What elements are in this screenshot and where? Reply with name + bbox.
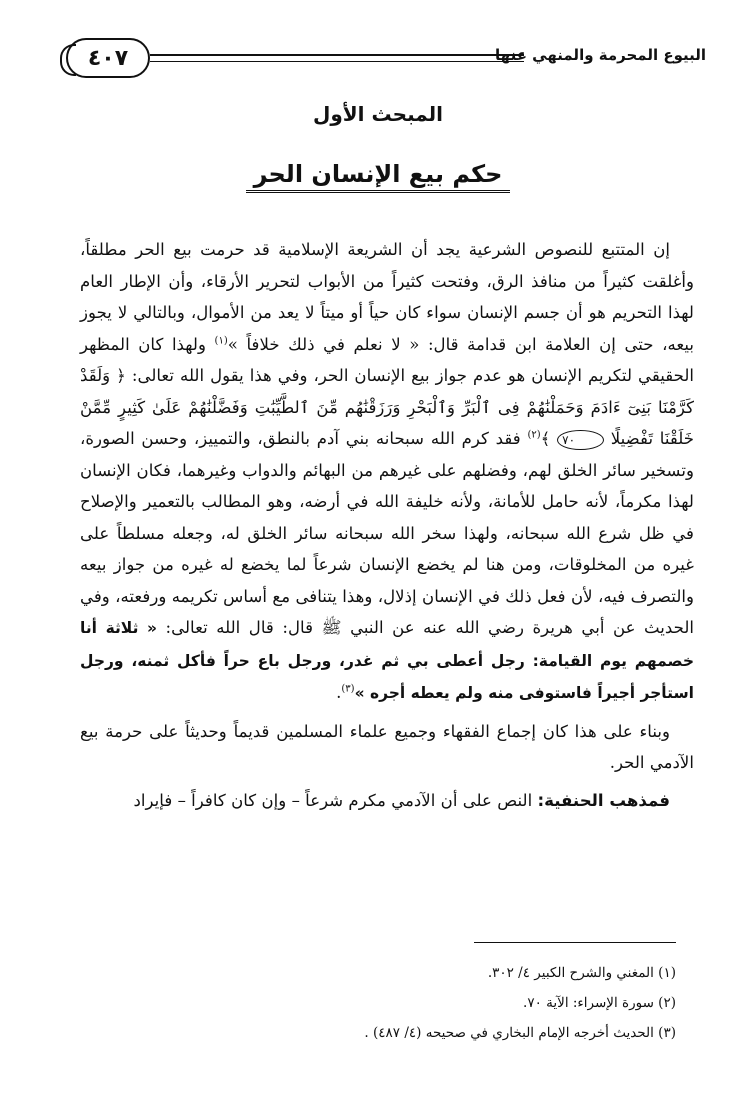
- footnote-ref-3: (٣): [341, 683, 355, 695]
- footnote-ref-2: (٢): [527, 429, 541, 441]
- paragraph-1-part-1: إن المتتبع للنصوص الشرعية يجد أن الشريعة الإسلامية قد حرمت بيع الحر مطلقاً، وأغلقت كثيراً من منافذ الرق، وفتحت كثيراً من الأبواب لتحرير الأرقاء، وأن الإطار العام لهذا التحريم هو أن جسم الإنسان سواء كان حياً أو ميتاً لا يعد من الأموال، وبالتالي لا يجوز بيعه، حتى إن العلامة ابن قدامة قال: « لا نعلم في ذلك خلافاً »: [80, 240, 694, 354]
- body-text: [80, 228, 694, 816]
- footnote-2: (٢) سورة الإسراء: الآية ٧٠.: [523, 995, 676, 1011]
- footnote-1: (١) المغني والشرح الكبير ٤/ ٣٠٢.: [487, 965, 676, 981]
- hadith-text: « ثلاثة أنا خصمهم يوم القيامة: رجل أعطى بي ثم غدر، ورجل باع حراً فأكل ثمنه، ورجل استأجر أجيراً فاستوفى منه ولم يعطه أجره »: [80, 619, 694, 702]
- footnote-separator: [474, 942, 676, 943]
- page-header: [66, 38, 706, 82]
- running-title: البيوع المحرمة والمنهي عنها: [495, 46, 706, 64]
- footnote-3: (٣) الحديث أخرجه الإمام البخاري في صحيحه (٤/ ٤٨٧) .: [364, 1025, 676, 1041]
- paragraph-1-part-2: ولهذا كان المظهر الحقيقي لتكريم الإنسان هو عدم جواز بيع الإنسان الحر، وفي هذا يقول الله تعالى:: [80, 334, 694, 385]
- quran-text: وَلَقَدْ كَرَّمْنَا بَنِىٓ ءَادَمَ وَحَمَلْنَٰهُمْ فِى ٱلْبَرِّ وَٱلْبَحْرِ وَرَزَقْنَٰهُم مِّنَ ٱلطَّيِّبَٰتِ وَفَضَّلْنَٰهُمْ عَلَىٰ كَثِيرٍ مِّمَّنْ خَلَقْنَا تَفْضِيلًا: [80, 366, 695, 448]
- paragraph-3-text: النص على أن الآدمي مكرم شرعاً – وإن كان كافراً – فإيراد: [133, 790, 538, 810]
- section-title: المبحث الأول: [312, 102, 444, 126]
- chapter-title-text: حكم بيع الإنسان الحر: [246, 160, 511, 193]
- chapter-title: [0, 160, 756, 188]
- paragraph-1-part-3: فقد كرم الله سبحانه بني آدم بالنطق، والتمييز، وحسن الصورة، وتسخير سائر الخلق لهم، وفضلهم على غيرهم من البهائم والدواب وغيرهما، فكان الإنسان لهذا مكرماً، لأنه حامل للأمانة، ولأنه خليفة الله في أرضه، وهو المطالب بالتعمير والإصلاح في ظل شرع الله سبحانه، ولهذا سخر الله سبحانه سائر الخلق له، وجعله مسلطاً على غيره من المخلوقات، ومن هنا لم يخضع الإنسان شرعاً لما يخضع له غيره من جواز بيعه والتصرف فيه، لأن فعل ذلك في الإنسان إذلال، وهذا يتنافى مع أساس تكريمه ورفعته، وفي الحديث عن أبي هريرة رضي الله عنه عن النبي ﷺ قال: قال الله تعالى:: [80, 429, 694, 637]
- quran-open-bracket: ﴿: [116, 366, 126, 385]
- hanafi-school-term: فمذهب الحنفية:: [537, 790, 670, 810]
- header-rule: [150, 54, 524, 62]
- paragraph-1-end: .: [336, 683, 342, 702]
- paragraph-1: [80, 234, 694, 710]
- footnote-ref-1: (١): [214, 334, 228, 346]
- footnotes: [62, 958, 676, 1048]
- paragraph-2: وبناء على هذا كان إجماع الفقهاء وجميع علماء المسلمين قديماً وحديثاً على حرمة بيع الآدمي الحر.: [80, 721, 694, 772]
- paragraph-3: [80, 785, 694, 817]
- quran-close-bracket: ﴾: [540, 429, 558, 448]
- page-number: ٤٠٧: [66, 38, 150, 78]
- ayah-number: ٧٠: [557, 430, 604, 450]
